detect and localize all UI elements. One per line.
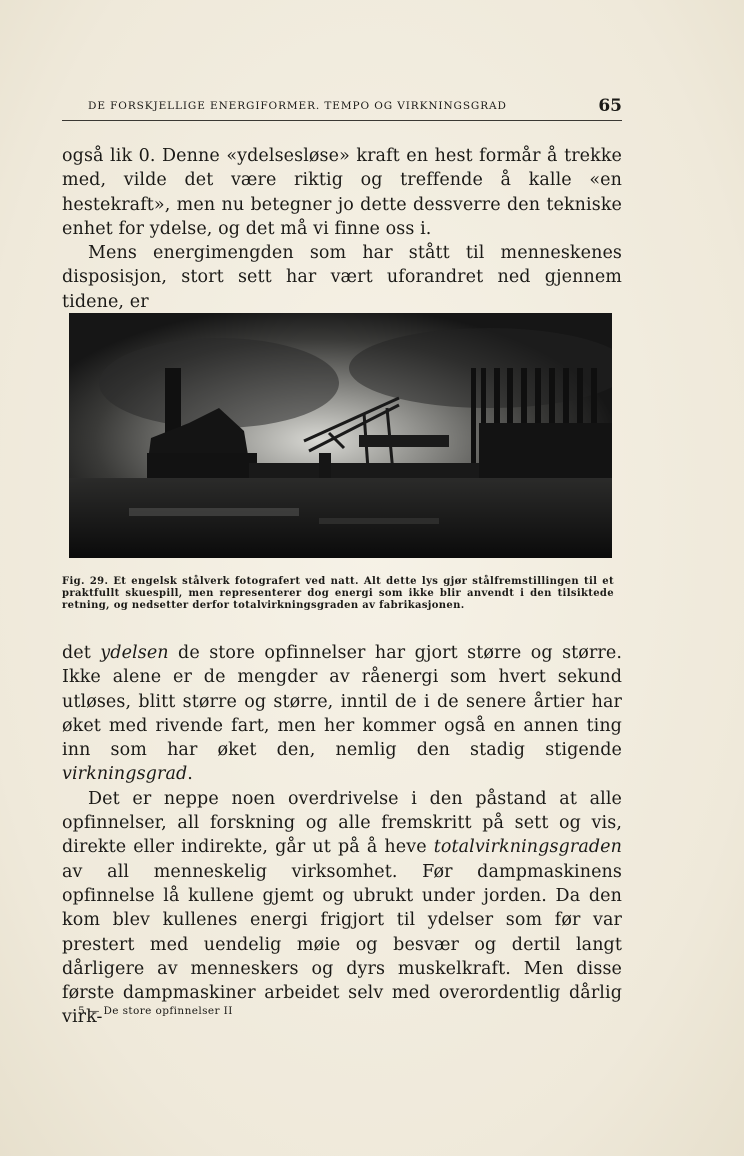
- running-head: DE FORSKJELLIGE ENERGIFORMER. TEMPO OG VIRKNINGSGRAD: [88, 100, 507, 112]
- emphasis: totalvirkningsgraden: [433, 837, 622, 858]
- paragraph: også lik 0. Denne «ydelsesløse» kraft en hest formår å trekke med, vilde det være riktig og treffende å kalle «en hestekraft», men nu betegner jo dette dessverre den tekniske enhet for ydelse, og det må vi finne oss i.: [62, 146, 622, 239]
- text-run: av all menneskelig virksomhet. Før dampmaskinens opfinnelse lå kullene gjemt og ubrukt under jorden. Da den kom blev kullenes energi frigjort til ydelser som før var prestert med uendelig møie og besvær og dertil langt dårligere av menneskers og dyrs muskelkraft. Men disse første dampmaskiner arbeidet selv med overordentlig dårlig virk-: [62, 861, 622, 1028]
- steelworks-night-illustration: [69, 313, 612, 558]
- paragraph: Mens energimengden som har stått til menneskenes disposisjon, stort sett har vært uforandret ned gjennem tidene, er: [62, 243, 622, 312]
- text-run: de store opfinnelser har gjort større og større. Ikke alene er de mengder av råenergi som hvert sekund utløses, blitt større og større, inntil de i de senere årtier har øket med rivende fart, men her kommer også en annen ting inn som har øket den, nemlig den stadig stigende: [62, 643, 622, 761]
- page-header: [62, 96, 622, 121]
- text-run: Det er neppe noen overdrivelse i den påstand at alle opfinnelser, all forskning og alle fremskritt på sett og vis, direkte eller indirekte, går ut på å heve: [62, 788, 622, 858]
- text-run: det: [62, 643, 101, 663]
- emphasis: virkningsgrad: [62, 764, 188, 785]
- figure-caption: Fig. 29. Et engelsk stålverk fotografert ved natt. Alt dette lys gjør stålfremstillingen til et praktfullt skuespill, men representerer dog energi som ikke blir anvendt i den tilsiktede retning, og nedsetter derfor totalvirkningsgraden av fabrikasjonen.: [62, 576, 614, 611]
- body-text-bottom: [62, 641, 622, 1030]
- body-text-top: [62, 144, 622, 314]
- paragraph: [62, 787, 622, 1030]
- steelworks-photo: [69, 313, 612, 558]
- text-run: .: [187, 764, 193, 785]
- footer-signature: 5 — De store opfinnelser II: [78, 1005, 233, 1017]
- paragraph: [62, 641, 622, 787]
- emphasis: ydelsen: [100, 643, 169, 663]
- page-number: 65: [598, 96, 622, 116]
